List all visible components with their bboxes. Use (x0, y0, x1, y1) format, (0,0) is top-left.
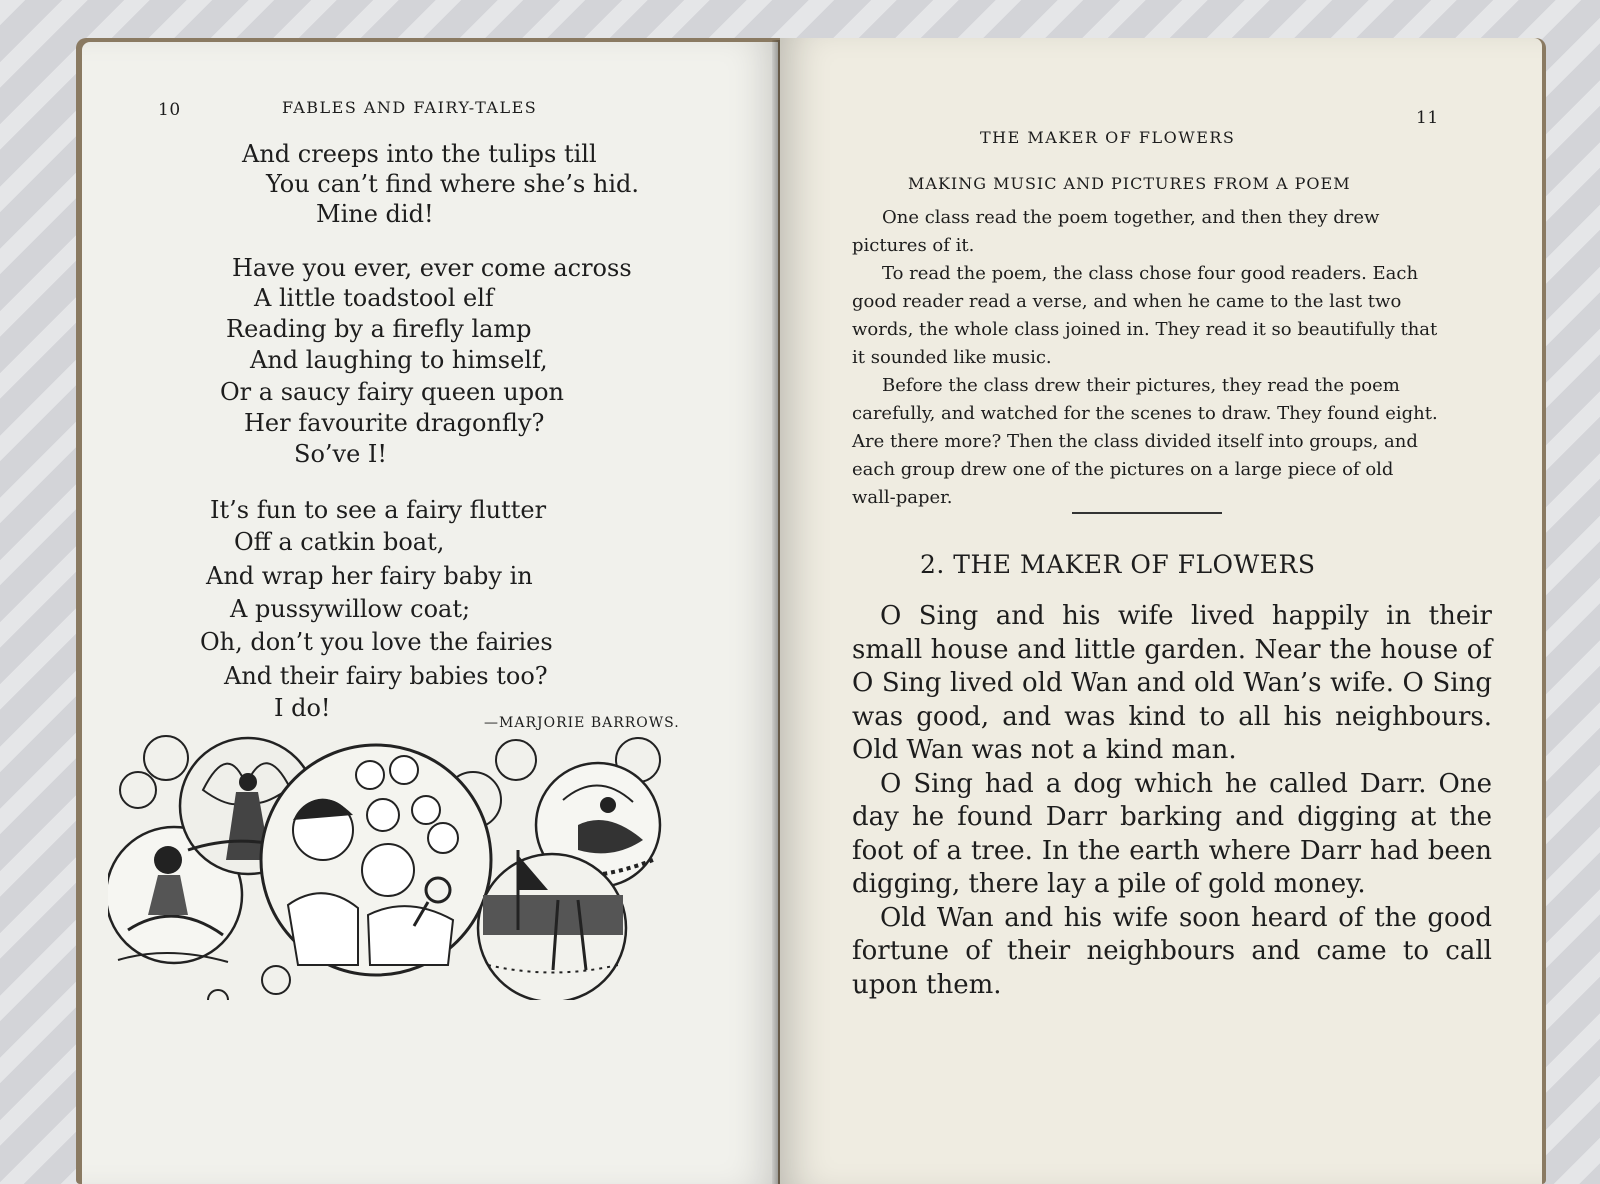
poem-line: I do! (274, 694, 331, 722)
bubble-outline (120, 772, 156, 808)
poem-line: Her favourite dragonfly? (244, 409, 545, 437)
poem-line: And laughing to himself, (250, 346, 548, 374)
fairy-bubbles-illustration (108, 730, 668, 1000)
poem-line: Have you ever, ever come across (232, 254, 632, 282)
left-page (82, 42, 778, 1184)
poem-line: Reading by a firefly lamp (226, 315, 532, 343)
story-paragraph: O Sing had a dog which he called Darr. One day he found Darr barking and digging at the foot of a tree. In the earth where Darr had been digging, there lay a pile of gold money. (852, 768, 1492, 899)
section-paragraph: To read the poem, the class chose four good readers. Each good reader read a verse, and when he came to the last two words, the whole class joined in. They read it so beautifully that it sounded like music. (852, 263, 1438, 368)
right-page (780, 38, 1542, 1184)
chapter-title: 2. THE MAKER OF FLOWERS (920, 550, 1316, 579)
poem-line: A little toadstool elf (254, 284, 494, 312)
poem-line: So’ve I! (294, 440, 388, 468)
bubble-outline (262, 966, 290, 994)
section-text (852, 204, 1442, 512)
section-heading: MAKING MUSIC AND PICTURES FROM A POEM (908, 174, 1351, 193)
bubble-outline (496, 740, 536, 780)
left-page-number: 10 (158, 100, 181, 120)
section-divider (1072, 512, 1222, 514)
right-page-number: 11 (1416, 108, 1439, 128)
bubble-outline (208, 990, 228, 1000)
story-paragraph: O Sing and his wife lived happily in their small house and little garden. Near the house of O Sing lived old Wan and old Wan’s wife. O Sing was good, and was kind to all his neighbours. Old Wan was not a kind man. (852, 601, 1492, 765)
children-bubble (261, 745, 491, 975)
poem-line: You can’t find where she’s hid. (266, 170, 640, 198)
poem-line: It’s fun to see a fairy flutter (210, 496, 547, 524)
poem-line: Mine did! (316, 200, 434, 228)
bubble-outline (144, 736, 188, 780)
story-text (852, 600, 1492, 1002)
poem-attribution: —MARJORIE BARROWS. (484, 715, 680, 731)
poem-line: Oh, don’t you love the fairies (200, 628, 553, 656)
poem-line: And creeps into the tulips till (242, 140, 597, 168)
poem-line: Off a catkin boat, (234, 528, 445, 556)
right-running-head: THE MAKER OF FLOWERS (980, 128, 1236, 147)
poem-line: A pussywillow coat; (230, 595, 471, 623)
story-paragraph: Old Wan and his wife soon heard of the good fortune of their neighbours and came to call upon them. (852, 902, 1492, 1000)
left-running-head: FABLES AND FAIRY-TALES (282, 98, 538, 117)
poem-line: Or a saucy fairy queen upon (220, 378, 564, 406)
section-paragraph: One class read the poem together, and then they drew pictures of it. (852, 207, 1380, 256)
poem-line: And their fairy babies too? (224, 662, 548, 690)
section-paragraph: Before the class drew their pictures, they read the poem carefully, and watched for the scenes to draw. They found eight. Are there more? Then the class divided itself into groups, and each group drew one of the pictures on a large piece of old wall-paper. (852, 375, 1438, 508)
poem-line: And wrap her fairy baby in (206, 562, 533, 590)
